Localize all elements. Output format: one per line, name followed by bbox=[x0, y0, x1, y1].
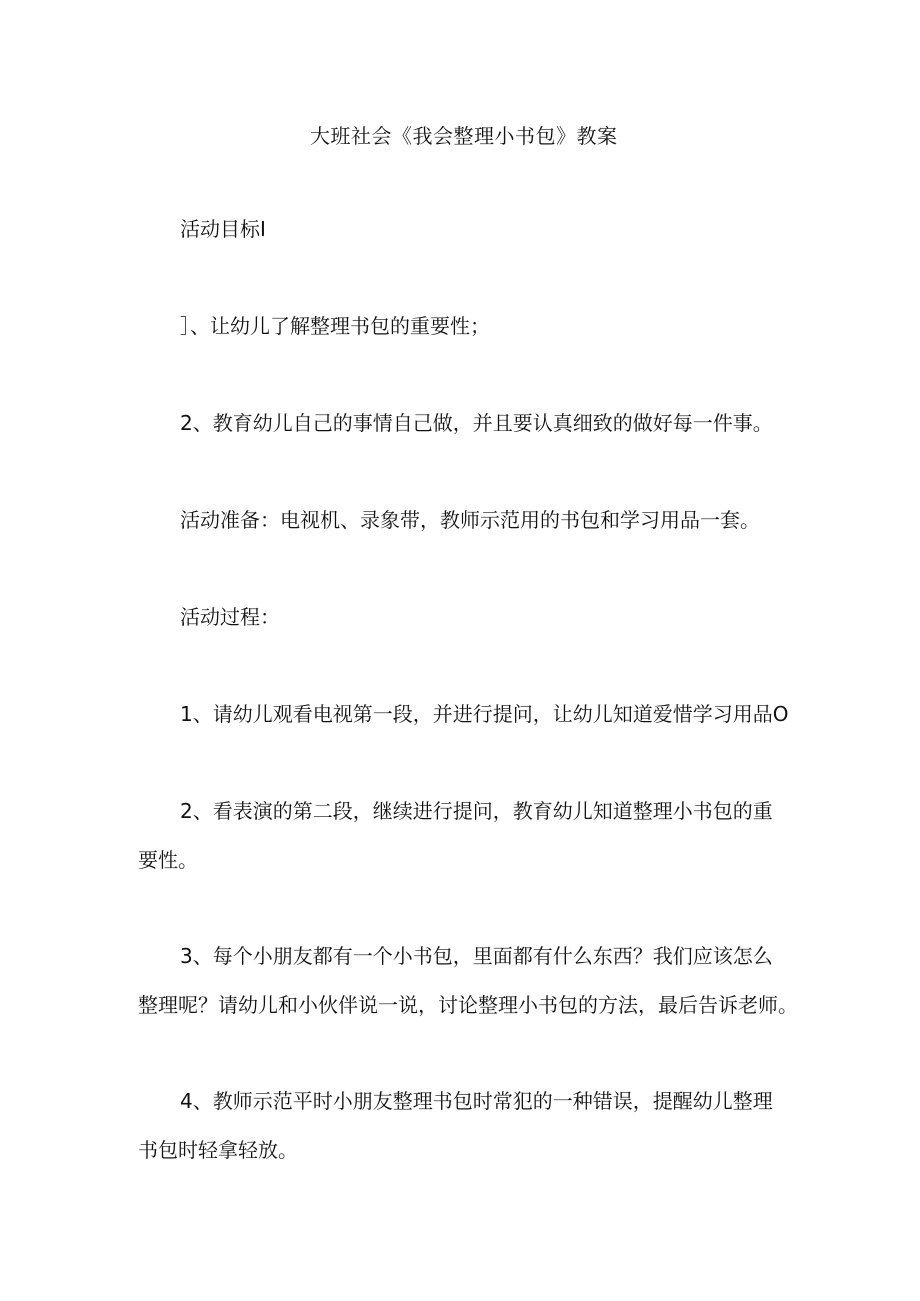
process-step-3-line-2: 整理呢？请幼儿和小伙伴说一说，讨论整理小书包的方法，最后告诉老师。 bbox=[138, 993, 798, 1017]
process-step-2-line-1: 2、看表演的第二段，继续进行提问，教育幼儿知道整理小书包的重 bbox=[180, 799, 773, 823]
document-title: 大班社会《我会整理小书包》教案 bbox=[310, 124, 618, 148]
process-step-2-line-2: 要性。 bbox=[138, 848, 198, 872]
goal-item-1: ］、让幼儿了解整理书包的重要性； bbox=[180, 314, 490, 338]
goal-item-2: 2、教育幼儿自己的事情自己做，并且要认真细致的做好每一件事。 bbox=[180, 411, 773, 435]
process-step-1: 1、请幼儿观看电视第一段，并进行提问，让幼儿知道爱惜学习用品O bbox=[180, 702, 789, 726]
preparation-paragraph: 活动准备：电视机、录象带，教师示范用的书包和学习用品一套。 bbox=[180, 508, 760, 532]
goal-heading: 活动目标I bbox=[180, 217, 266, 241]
process-heading: 活动过程： bbox=[180, 605, 280, 629]
process-step-4-line-2: 书包时轻拿轻放。 bbox=[138, 1138, 298, 1162]
process-step-3-line-1: 3、每个小朋友都有一个小书包，里面都有什么东西？我们应该怎么 bbox=[180, 944, 773, 968]
process-step-4-line-1: 4、教师示范平时小朋友整理书包时常犯的一种错误，提醒幼儿整理 bbox=[180, 1089, 773, 1113]
